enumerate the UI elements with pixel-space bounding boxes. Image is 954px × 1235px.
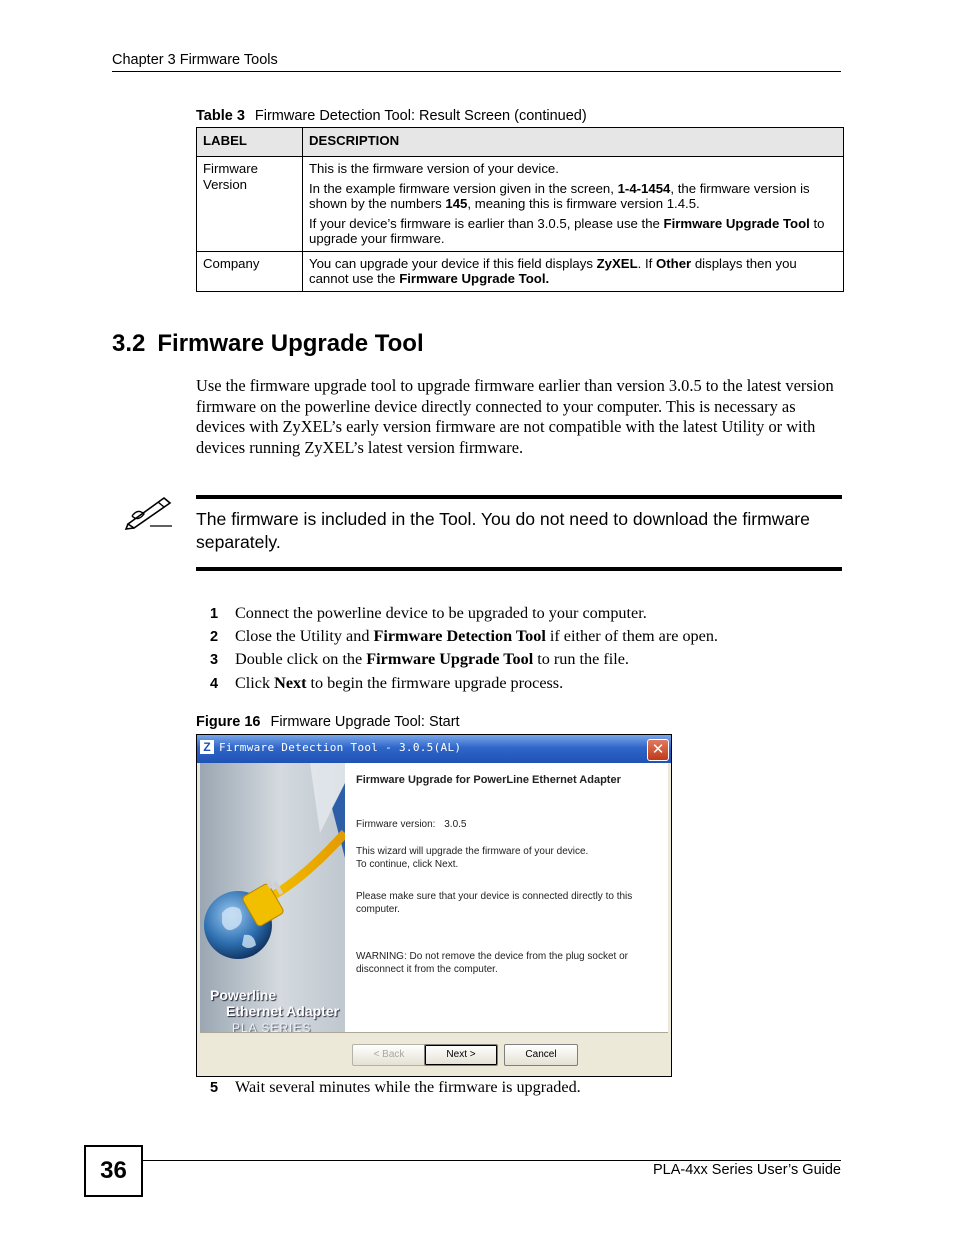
running-header: Chapter 3 Firmware Tools [112,52,278,68]
next-button[interactable]: Next > [424,1044,498,1066]
row-description [303,157,844,252]
note-bottom-rule [196,567,842,571]
desc-bold: Firmware Upgrade Tool [663,215,810,231]
banner-line1: Powerline [210,987,277,1003]
table-caption-label: Table 3 [196,108,245,124]
desc-text: , the firmware version is shown by the numbers [309,180,810,211]
desc-bold: Other [656,255,692,271]
version-value: 3.0.5 [444,819,467,830]
result-screen-table [196,127,844,292]
close-button[interactable]: ✕ [647,739,669,761]
step-number: 5 [210,1080,219,1096]
row-description [303,251,844,291]
desc-paragraph [309,256,837,287]
step-text: to begin the firmware upgrade process. [306,674,564,692]
list-item [210,1078,581,1097]
figure-caption [196,714,460,730]
product-banner [200,763,345,1032]
cancel-button[interactable]: Cancel [504,1044,578,1066]
section-title: Firmware Upgrade Tool [157,330,424,357]
desc-text: You can upgrade your device if this field displays [309,255,597,271]
step-bold: Firmware Upgrade Tool [366,650,534,668]
note-top-rule [196,495,842,499]
upgrade-tool-window [196,734,672,1077]
wizard-message-line: This wizard will upgrade the firmware of your device. [356,846,589,857]
desc-bold: ZyXEL [596,255,638,271]
desc-text: In the example firmware version given in the screen, [309,180,618,196]
window-titlebar[interactable] [197,735,671,763]
list-item [210,604,647,623]
page-number: 36 [84,1145,143,1197]
row-label: Company [197,251,303,291]
banner-line3: PLA SERIES [232,1021,312,1032]
back-button[interactable]: < Back [352,1044,426,1066]
guide-title: PLA-4xx Series User’s Guide [652,1162,841,1178]
header-rule [112,71,841,72]
note-text: The firmware is included in the Tool. You do not need to download the firmware separately. [196,509,810,552]
step-number: 2 [210,629,219,645]
wizard-content [345,763,668,1032]
step-number: 1 [210,606,219,622]
step-number: 3 [210,652,219,668]
table-header-row [197,128,844,157]
desc-paragraph [309,216,837,247]
step-text: Click [235,674,275,692]
list-item [210,650,629,669]
version-label: Firmware version: [356,819,436,830]
table-row [197,251,844,291]
section-body: Use the firmware upgrade tool to upgrade firmware earlier than version 3.0.5 to the latest version firmware on the powerline device directly connected to your computer. This is necessary as devices with ZyXEL’s early version firmware are not compatible with the latest Utility or with devices running ZyXEL’s latest version firmware. [196,376,834,457]
table-caption-text: Firmware Detection Tool: Result Screen (continued) [254,108,587,124]
step-text: if either of them are open. [545,627,718,645]
wizard-message: Please make sure that your device is connected directly to this computer. [356,891,633,915]
footer-rule [141,1160,841,1161]
pencil-note-icon [124,494,174,530]
banner-line2: Ethernet Adapter [226,1003,340,1019]
list-item [210,627,718,646]
window-title: Firmware Detection Tool - 3.0.5(AL) [219,741,462,754]
figure-caption-text: Firmware Upgrade Tool: Start [270,714,460,730]
wizard-message [356,845,656,871]
step-bold: Firmware Detection Tool [373,627,546,645]
desc-paragraph [309,181,837,212]
desc-text: . If [637,255,656,271]
col-label-header: LABEL [197,128,303,157]
desc-paragraph: This is the firmware version of your device. [309,161,559,176]
desc-text: displays then you cannot use the [309,255,797,286]
table-row [197,157,844,252]
step-text: Wait several minutes while the firmware is upgraded. [235,1078,581,1096]
col-description-header: DESCRIPTION [303,128,844,157]
step-text: Double click on the [235,650,367,668]
desc-bold: 1-4-1454 [617,180,671,196]
section-number: 3.2 [112,330,146,357]
wizard-heading: Firmware Upgrade for PowerLine Ethernet Adapter [356,774,621,786]
desc-bold: 145 [445,196,468,211]
wizard-warning: WARNING: Do not remove the device from the plug socket or disconnect it from the computer. [356,951,628,975]
wizard-message-line: To continue, click Next. [356,859,459,870]
step-number: 4 [210,676,219,692]
firmware-version-line [356,818,656,831]
section-heading [112,330,424,358]
step-text: Connect the powerline device to be upgraded to your computer. [235,604,647,622]
desc-bold: Firmware Upgrade Tool. [399,271,550,286]
row-label: Firmware Version [197,157,303,252]
figure-label: Figure 16 [196,714,261,730]
desc-text: If your device’s firmware is earlier than 3.0.5, please use the [309,215,664,231]
step-text: to run the file. [533,650,629,668]
button-separator [200,1032,668,1033]
desc-text: , meaning this is firmware version 1.4.5. [467,196,700,211]
desc-text: to upgrade your firmware. [309,215,825,246]
app-logo-icon: Z [200,740,214,754]
list-item [210,674,563,693]
step-bold: Next [274,674,307,692]
table-caption [196,108,587,124]
step-text: Close the Utility and [235,627,374,645]
